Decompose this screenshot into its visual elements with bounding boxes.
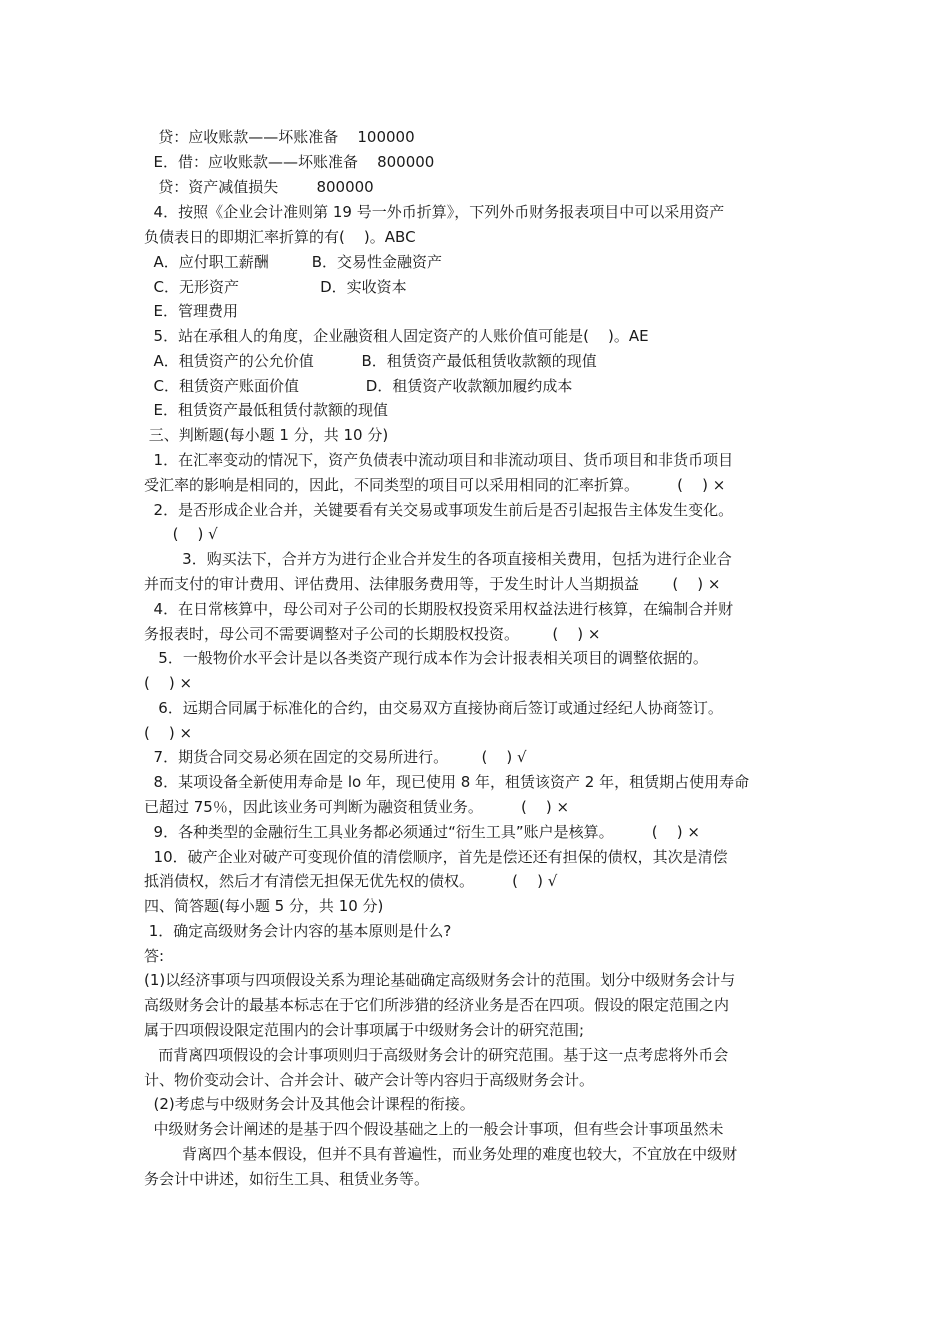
text-line: 6．远期合同属于标准化的合约，由交易双方直接协商后签订或通过经纪人协商签订。: [144, 699, 723, 717]
text-line: 背离四个基本假设，但并不具有普遍性，而业务处理的难度也较大，不宜放在中级财: [144, 1145, 738, 1163]
text-line: (1)以经济事项与四项假设关系为理论基础确定高级财务会计的范围。划分中级财务会计与: [144, 971, 736, 989]
section-heading: 三、判断题(每小题 1 分，共 10 分): [144, 426, 389, 444]
text-line: 计、物价变动会计、合并会计、破产会计等内容归于高级财务会计。: [144, 1071, 595, 1089]
text-line: 5．一般物价水平会计是以各类资产现行成本作为会计报表相关项目的调整依据的。: [144, 649, 708, 667]
text-line: 负债表日的即期汇率折算的有( )。ABC: [144, 228, 416, 246]
text-line: 4．按照《企业会计准则第 19 号一外币折算》，下列外币财务报表项目中可以采用资产: [144, 203, 725, 221]
text-line: 中级财务会计阐述的是基于四个假设基础之上的一般会计事项，但有些会计事项虽然未: [144, 1120, 724, 1138]
text-line: (2)考虑与中级财务会计及其他会计课程的衔接。: [144, 1095, 475, 1113]
text-line: 高级财务会计的最基本标志在于它们所涉猎的经济业务是否在四项。假设的限定范围之内: [144, 996, 730, 1014]
text-line: 务报表时，母公司不需要调整对子公司的长期股权投资。 ( ) ×: [144, 625, 601, 643]
text-line: 贷：资产减值损失 800000: [144, 178, 374, 196]
text-line: 而背离四项假设的会计事项则归于高级财务会计的研究范围。基于这一点考虑将外币会: [144, 1046, 729, 1064]
text-line: 已超过 75％，因此该业务可判断为融资租赁业务。 ( ) ×: [144, 798, 570, 816]
text-line: ( ) ×: [144, 674, 193, 692]
text-line: ( ) ×: [144, 724, 193, 742]
text-line: ( ) √: [144, 525, 218, 543]
text-line: C．租赁资产账面价值 D．租赁资产收款额加履约成本: [144, 377, 573, 395]
text-line: 属于四项假设限定范围内的会计事项属于中级财务会计的研究范围;: [144, 1021, 585, 1039]
text-line: 2．是否形成企业合并，关键要看有关交易或事项发生前后是否引起报告主体发生变化。: [144, 501, 734, 519]
section-heading: 四、简答题(每小题 5 分，共 10 分): [144, 897, 384, 915]
text-line: 抵消债权，然后才有清偿无担保无优先权的债权。 ( ) √: [144, 872, 558, 890]
text-line: E．管理费用: [144, 302, 239, 320]
text-line: 10．破产企业对破产可变现价值的清偿顺序，首先是偿还还有担保的债权，其次是清偿: [144, 848, 728, 866]
answer-label: 答:: [144, 947, 165, 965]
text-line: E．租赁资产最低租赁付款额的现值: [144, 401, 389, 419]
text-line: 5．站在承租人的角度，企业融资租人固定资产的人账价值可能是( )。AE: [144, 327, 649, 345]
text-line: 务会计中讲述，如衍生工具、租赁业务等。: [144, 1170, 430, 1188]
text-line: 8．某项设备全新使用寿命是 lo 年，现已使用 8 年，租赁该资产 2 年，租赁期占使用寿命: [144, 773, 750, 791]
text-line: A．应付职工薪酬 B．交易性金融资产: [144, 253, 443, 271]
text-line: 贷：应收账款——坏账准备 100000: [144, 128, 415, 146]
text-line: E．借：应收账款——坏账准备 800000: [144, 153, 435, 171]
text-line: 1．在汇率变动的情况下，资产负债表中流动项目和非流动项目、货币项目和非货币项目: [144, 451, 734, 469]
question-line: 1．确定高级财务会计内容的基本原则是什么?: [144, 922, 452, 940]
text-line: C．无形资产 D．实收资本: [144, 278, 407, 296]
text-line: 并而支付的审计费用、评估费用、法律服务费用等，于发生时计人当期损益 ( ) ×: [144, 575, 721, 593]
text-line: 受汇率的影响是相同的，因此，不同类型的项目可以采用相同的汇率折算。 ( ) ×: [144, 476, 726, 494]
text-line: 4．在日常核算中，母公司对子公司的长期股权投资采用权益法进行核算，在编制合并财: [144, 600, 734, 618]
text-line: 7．期货合同交易必须在固定的交易所进行。 ( ) √: [144, 748, 527, 766]
text-line: 9．各种类型的金融衍生工具业务都必须通过“衍生工具”账户是核算。 ( ) ×: [144, 823, 700, 841]
text-line: A．租赁资产的公允价值 B．租赁资产最低租赁收款额的现值: [144, 352, 597, 370]
text-line: 3．购买法下，合并方为进行企业合并发生的各项直接相关费用，包括为进行企业合: [144, 550, 732, 568]
